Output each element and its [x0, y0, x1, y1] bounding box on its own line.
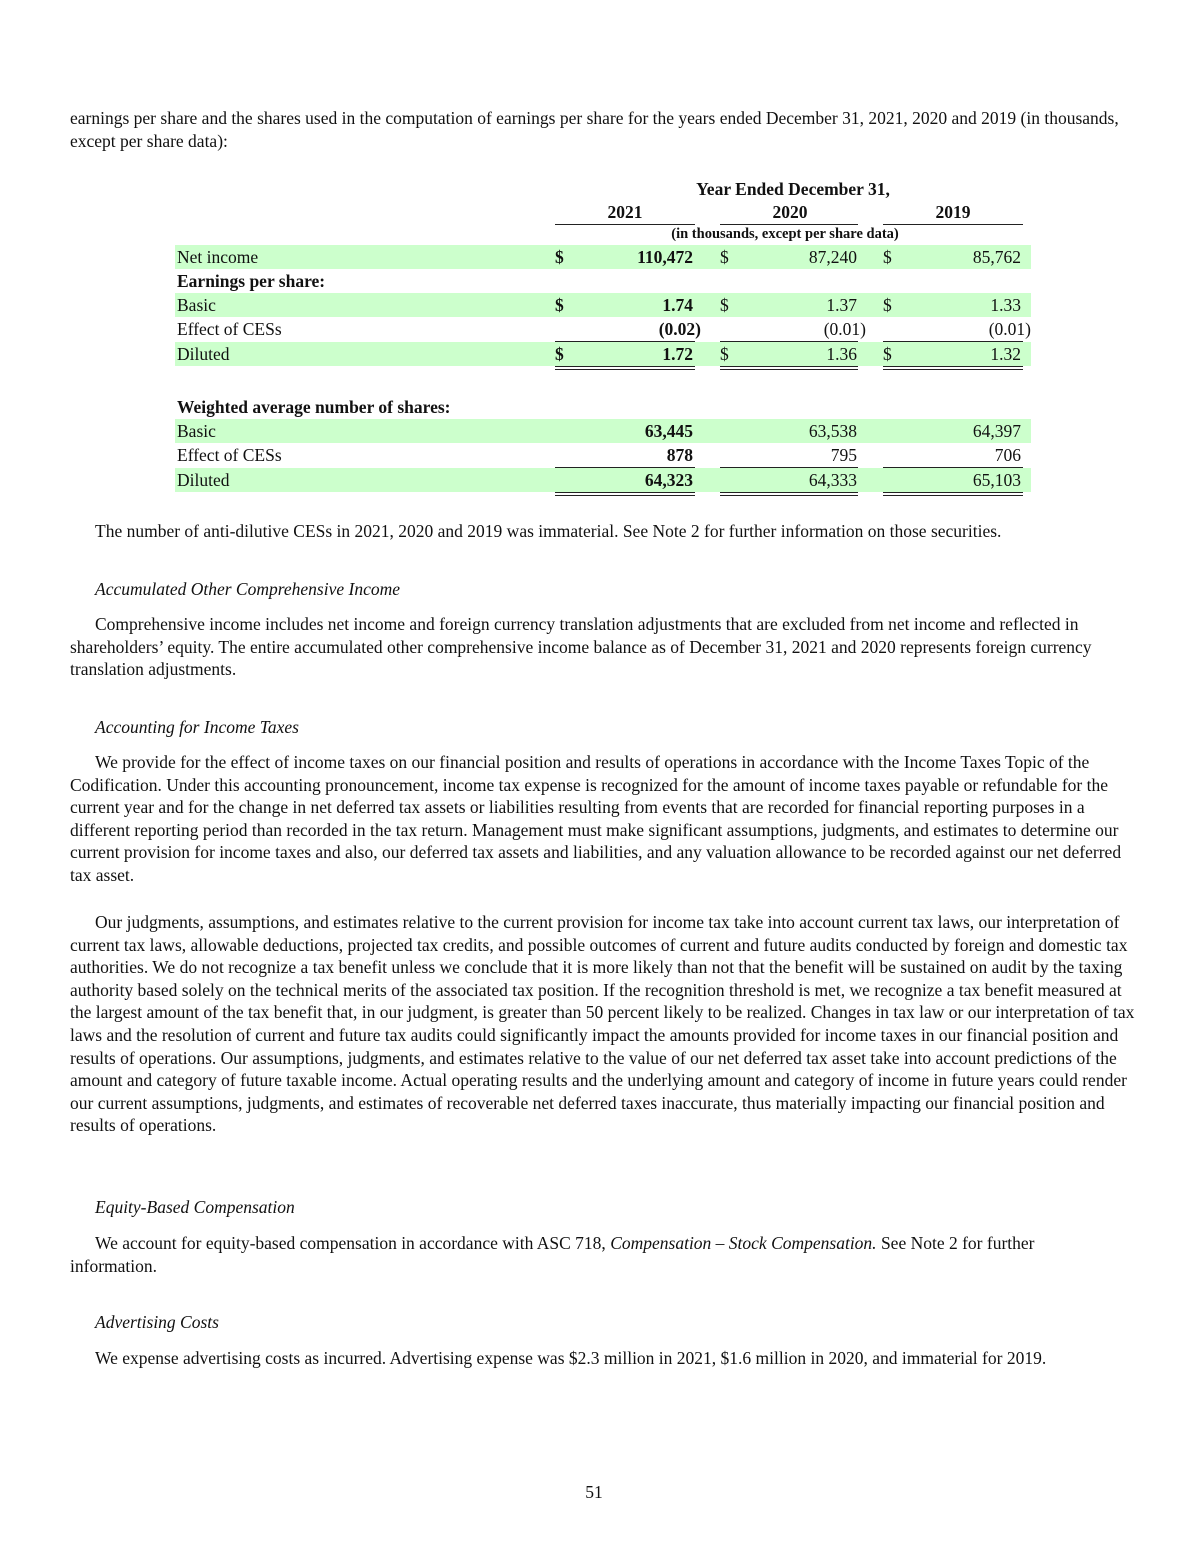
- income-taxes-paragraph-1: We provide for the effect of income taxes on our financial position and results of operations in accordance with the Income Taxes Topic of the Codification. Under this accounting pronouncement, income tax expense is recognized for the amount of income taxes payable or refundable for the current year and for the change in net deferred tax assets or liabilities resulting from events that are recorded for financial reporting purposes in a different reporting period than recorded in the tax return. Management must make significant assumptions, judgments, and estimates to determine our current provision for income taxes and also, our deferred tax assets and liabilities, and any valuation allowance to be recorded against our net deferred tax asset.: [70, 752, 1122, 885]
- intro-paragraph: earnings per share and the shares used in the computation of earnings per share for the years ended December 31, 2021, 2020 and 2019 (in thousands, except per share data):: [70, 108, 1119, 151]
- currency-symbol: $: [883, 247, 892, 267]
- value-2020: (0.01): [823, 319, 866, 339]
- currency-symbol: $: [720, 247, 729, 267]
- total-double-line: [720, 366, 858, 370]
- total-double-line: [555, 492, 695, 496]
- eps-table: [175, 175, 1035, 505]
- equity-paragraph: [70, 1232, 1110, 1277]
- value-2019: 65,103: [972, 470, 1021, 490]
- table-row-shares-diluted: [175, 468, 1031, 492]
- table-subheader: (in thousands, except per share data): [671, 226, 899, 242]
- row-label: Diluted: [177, 344, 230, 364]
- currency-symbol: $: [555, 344, 564, 364]
- row-label: Basic: [177, 421, 216, 441]
- table-row-eps-basic: [175, 293, 1031, 317]
- advertising-heading: Advertising Costs: [95, 1312, 219, 1332]
- row-label: Effect of CESs: [177, 319, 282, 339]
- value-2019: 706: [994, 445, 1021, 465]
- value-2020: 87,240: [808, 247, 857, 267]
- table-row-eps-heading: [175, 269, 1031, 293]
- equity-text: We account for equity-based compensation in accordance with ASC 718,: [95, 1233, 611, 1253]
- table-row-net-income: [175, 245, 1031, 269]
- total-double-line: [883, 492, 1023, 496]
- value-2021: 878: [666, 445, 693, 465]
- total-double-line: [720, 492, 858, 496]
- total-double-line: [555, 366, 695, 370]
- value-2019: 85,762: [972, 247, 1021, 267]
- equity-heading: Equity-Based Compensation: [95, 1197, 295, 1217]
- value-2021: 1.74: [662, 295, 693, 315]
- income-taxes-heading: Accounting for Income Taxes: [95, 717, 299, 737]
- currency-symbol: $: [883, 295, 892, 315]
- table-row-eps-diluted: [175, 342, 1031, 366]
- year-2020-header: 2020: [772, 202, 808, 222]
- section-heading: Earnings per share:: [177, 271, 326, 291]
- year-2021-header: 2021: [607, 202, 643, 222]
- page-number: 51: [585, 1482, 603, 1502]
- row-label: Diluted: [177, 470, 230, 490]
- value-2021: 110,472: [637, 247, 693, 267]
- value-2021: (0.02): [658, 319, 701, 339]
- row-label: Basic: [177, 295, 216, 315]
- value-2020: 64,333: [808, 470, 857, 490]
- currency-symbol: $: [720, 295, 729, 315]
- value-2019: (0.01): [988, 319, 1031, 339]
- value-2021: 1.72: [662, 344, 693, 364]
- aoci-paragraph: Comprehensive income includes net income and foreign currency translation adjustments that are excluded from net income and reflected in shareholders’ equity. The entire accumulated other comprehensive income balance as of December 31, 2021 and 2020 represents foreign currency translation adjustments.: [70, 614, 1092, 680]
- section-heading: Weighted average number of shares:: [177, 397, 451, 417]
- total-double-line: [883, 366, 1023, 370]
- value-2019: 1.32: [990, 344, 1021, 364]
- value-2021: 64,323: [644, 470, 693, 490]
- income-taxes-paragraph-2: Our judgments, assumptions, and estimates relative to the current provision for income tax take into account current tax laws, our interpretation of current tax laws, allowable deductions, projected tax credits, and possible outcomes of current and future audits conducted by foreign and domestic tax authorities. We do not recognize a tax benefit unless we conclude that it is more likely than not that the benefit will be sustained on audit by the taxing authority based solely on the technical merits of the associated tax position. If the recognition threshold is met, we recognize a tax benefit measured at the largest amount of the tax benefit that, in our judgment, is greater than 50 percent likely to be realized. Changes in tax law or our interpretation of tax laws and the resolution of current and future tax audits could significantly impact the amounts provided for income taxes in our financial position and results of operations. Our assumptions, judgments, and estimates relative to the value of our net deferred tax asset take into account predictions of the amount and category of future taxable income. Actual operating results and the underlying amount and category of income in future years could render our current assumptions, judgments, and estimates of recoverable net deferred taxes inaccurate, thus materially impacting our financial position and results of operations.: [70, 912, 1135, 1136]
- value-2020: 1.36: [826, 344, 857, 364]
- value-2019: 1.33: [990, 295, 1021, 315]
- asc-topic-title: Compensation – Stock Compensation.: [610, 1233, 877, 1253]
- table-row-shares-basic: [175, 419, 1031, 443]
- currency-symbol: $: [720, 344, 729, 364]
- value-2019: 64,397: [972, 421, 1021, 441]
- value-2020: 795: [830, 445, 857, 465]
- currency-symbol: $: [555, 247, 564, 267]
- aoci-heading: Accumulated Other Comprehensive Income: [95, 579, 401, 599]
- currency-symbol: $: [883, 344, 892, 364]
- row-label: Effect of CESs: [177, 445, 282, 465]
- table-row-shares-heading: [175, 395, 1031, 419]
- currency-symbol: $: [555, 295, 564, 315]
- antidilutive-note: The number of anti-dilutive CESs in 2021, 2020 and 2019 was immaterial. See Note 2 for further information on those securities.: [95, 521, 1002, 541]
- year-2019-header: 2019: [935, 202, 971, 222]
- equity-text-end: See Note 2 for further information.: [70, 1233, 1035, 1276]
- table-row-shares-effect: [175, 443, 1031, 467]
- advertising-paragraph: We expense advertising costs as incurred. Advertising expense was $2.3 million in 2021, $1.6 million in 2020, and immaterial for 2019.: [95, 1348, 1047, 1368]
- table-row-eps-effect: [175, 317, 1031, 341]
- value-2020: 1.37: [826, 295, 857, 315]
- value-2020: 63,538: [808, 421, 857, 441]
- row-label: Net income: [177, 247, 259, 267]
- table-header-title: Year Ended December 31,: [696, 179, 890, 199]
- value-2021: 63,445: [644, 421, 693, 441]
